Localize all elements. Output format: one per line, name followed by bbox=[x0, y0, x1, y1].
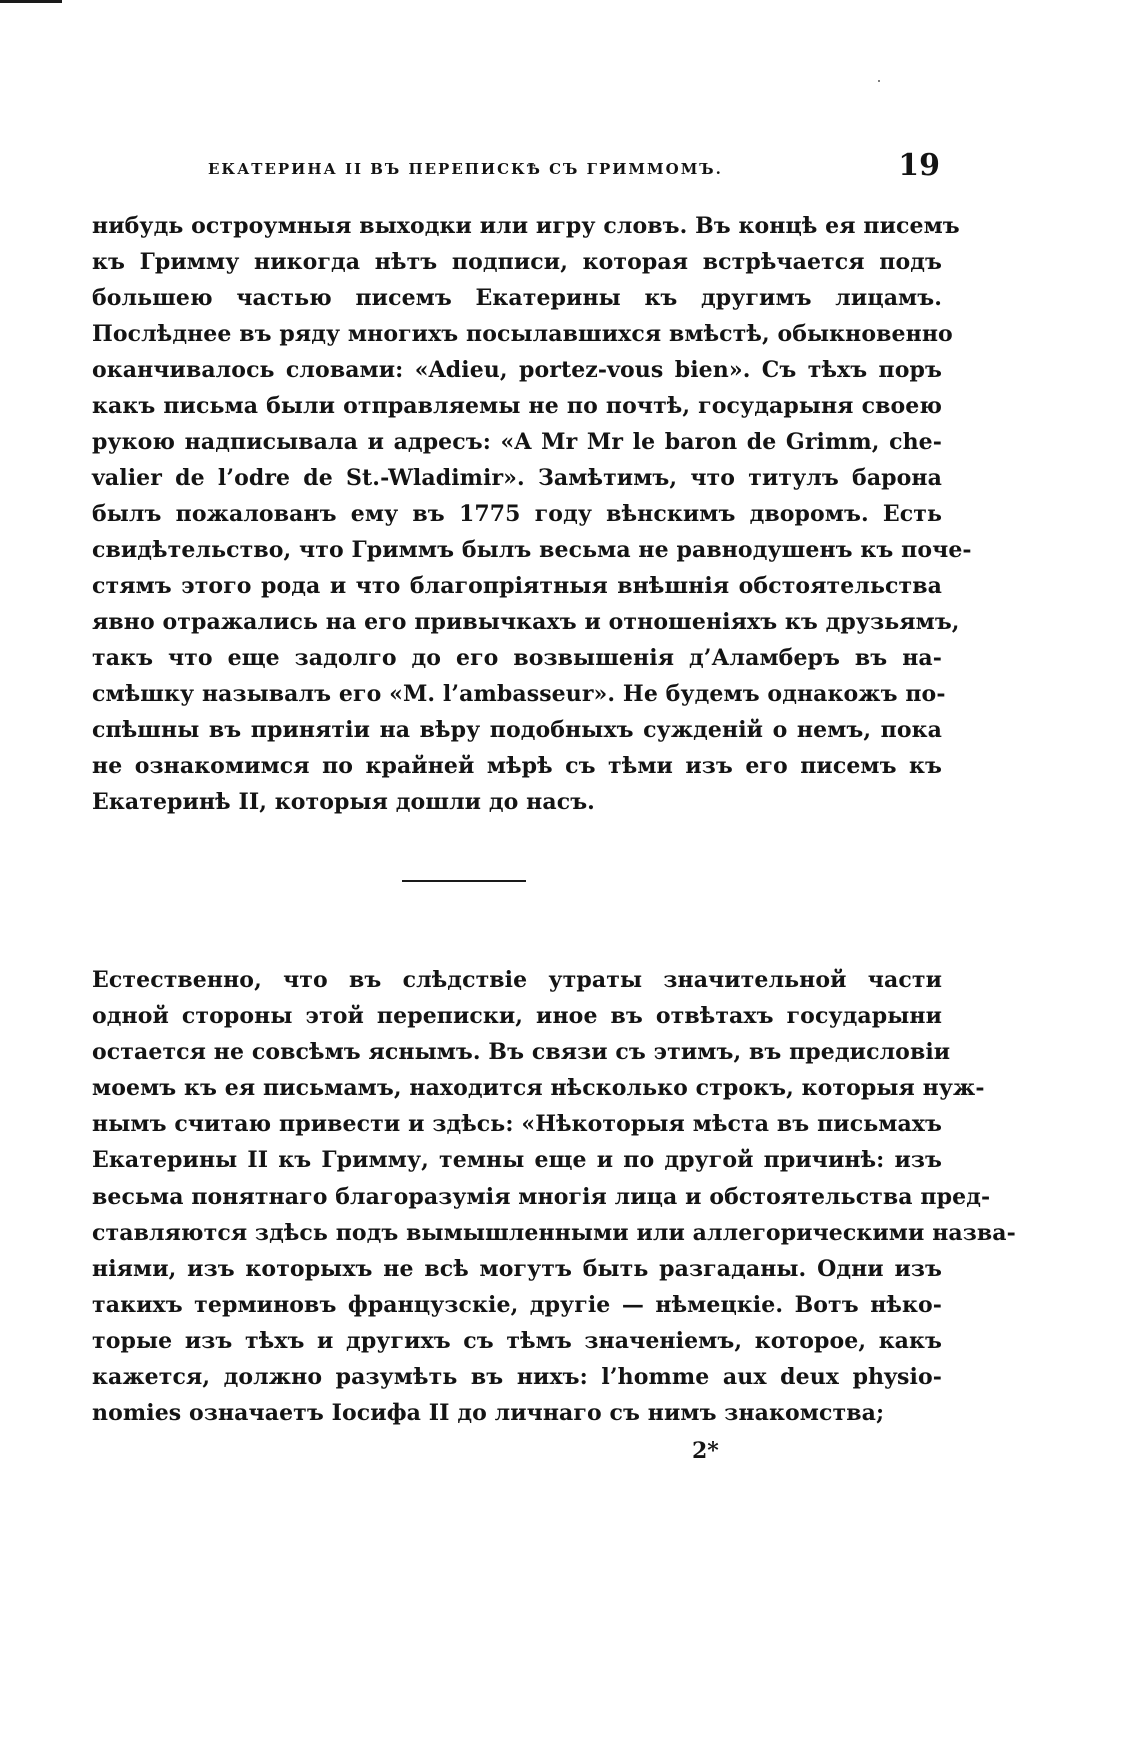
text-line: такъ что еще задолго до его возвышенія д’Аламберъ въ на- bbox=[92, 645, 942, 671]
section-divider bbox=[402, 880, 526, 882]
paragraph-2 bbox=[92, 962, 1016, 1431]
text-line: остается не совсѣмъ яснымъ. Въ связи съ этимъ, въ предисловіи bbox=[92, 1039, 951, 1066]
paragraph-1 bbox=[92, 208, 972, 820]
running-title: ЕКАТЕРИНА II ВЪ ПЕРЕПИСКѢ СЪ ГРИММОМЪ. bbox=[208, 160, 723, 178]
signature-mark: 2* bbox=[692, 1438, 719, 1464]
text-line: Екатеринѣ II, которыя дошли до насъ. bbox=[92, 789, 595, 815]
text-line: ставляются здѣсь подъ вымышленными или аллегорическими назва- bbox=[92, 1219, 1016, 1246]
text-line: явно отражались на его привычкахъ и отношеніяхъ къ друзьямъ, bbox=[92, 609, 960, 635]
text-line: такихъ терминовъ французскіе, другіе — нѣмецкіе. Вотъ нѣко- bbox=[92, 1291, 942, 1318]
text-line: былъ пожалованъ ему въ 1775 году вѣнскимъ дворомъ. Есть bbox=[92, 501, 942, 527]
text-line: къ Гримму никогда нѣтъ подписи, которая встрѣчается подъ bbox=[92, 249, 942, 275]
scan-speck bbox=[878, 80, 880, 82]
text-line: нымъ считаю привести и здѣсь: «Нѣкоторыя мѣста въ письмахъ bbox=[92, 1111, 942, 1138]
text-line: весьма понятнаго благоразумія многія лица и обстоятельства пред- bbox=[92, 1183, 991, 1210]
text-line: какъ письма были отправляемы не по почтѣ, государыня своею bbox=[92, 393, 942, 419]
text-line: смѣшку называлъ его «M. l’ambasseur». Не будемъ однакожъ по- bbox=[92, 681, 946, 707]
page-header bbox=[208, 148, 940, 182]
text-line: оканчивалось словами: «Adieu, portez-vous bien». Съ тѣхъ поръ bbox=[92, 357, 942, 383]
text-line: valier de l’odre de St.-Wladimir». Замѣтимъ, что титулъ барона bbox=[92, 465, 942, 491]
scan-edge-mark bbox=[0, 0, 62, 3]
page-number: 19 bbox=[898, 148, 940, 183]
text-line: Екатерины II къ Гримму, темны еще и по другой причинѣ: изъ bbox=[92, 1147, 942, 1174]
text-line: большею частью писемъ Екатерины къ другимъ лицамъ. bbox=[92, 285, 942, 311]
text-line: моемъ къ ея письмамъ, находится нѣсколько строкъ, которыя нуж- bbox=[92, 1075, 985, 1102]
text-line: кажется, должно разумѣть въ нихъ: l’homme aux deux physio- bbox=[92, 1364, 942, 1391]
text-line: свидѣтельство, что Гриммъ былъ весьма не равнодушенъ къ поче- bbox=[92, 537, 972, 563]
text-line: торые изъ тѣхъ и другихъ съ тѣмъ значеніемъ, которое, какъ bbox=[92, 1327, 942, 1354]
text-line: нибудь остроумныя выходки или игру словъ. Въ концѣ ея писемъ bbox=[92, 213, 960, 239]
text-line: стямъ этого рода и что благопріятныя внѣшнія обстоятельства bbox=[92, 573, 942, 599]
text-line: рукою надписывала и адресъ: «A Mr Mr le baron de Grimm, che- bbox=[92, 429, 942, 455]
text-line: Естественно, что въ слѣдствіе утраты значительной части bbox=[92, 967, 942, 993]
text-line: Послѣднее въ ряду многихъ посылавшихся вмѣстѣ, обыкновенно bbox=[92, 321, 953, 347]
text-line: nomies означаетъ Іосифа II до личнаго съ нимъ знакомства; bbox=[92, 1400, 885, 1427]
text-line: ніями, изъ которыхъ не всѣ могутъ быть разгаданы. Одни изъ bbox=[92, 1255, 942, 1282]
text-line: спѣшны въ принятіи на вѣру подобныхъ сужденій о немъ, пока bbox=[92, 717, 942, 743]
text-line: не ознакомимся по крайней мѣрѣ съ тѣми изъ его писемъ къ bbox=[92, 753, 942, 779]
text-line: одной стороны этой переписки, иное въ отвѣтахъ государыни bbox=[92, 1003, 942, 1030]
